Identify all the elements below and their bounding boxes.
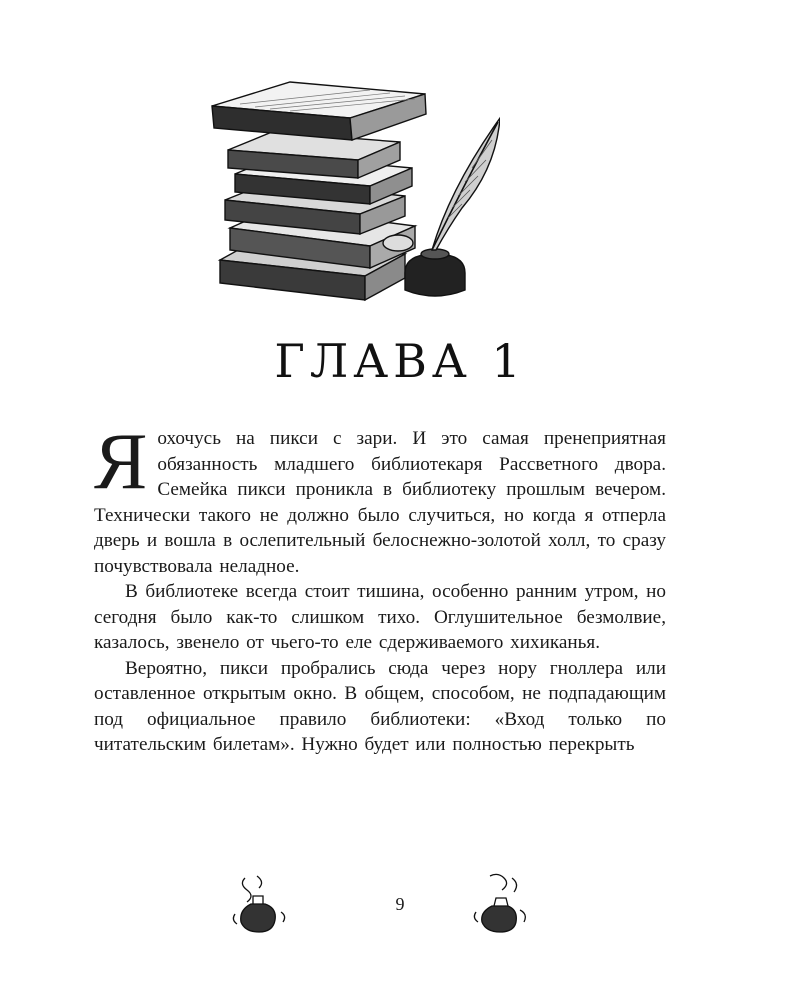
paragraph-1-text: охочусь на пикси с зари. И это самая пренеприятная обязанность младшего библиотекаря Рассветного двора. Семейка пикси проникла в библиотеку прошлым вечером. Технически такого не должно было случиться, но когда я отперла дверь и вошла в ослепительный белоснежно-золотой холл, то сразу почувствовала неладное. (94, 428, 666, 577)
paragraph-1 (94, 418, 666, 579)
potion-ornament-icon (468, 870, 538, 936)
drop-cap: Я (94, 418, 148, 506)
chapter-title: ГЛАВА 1 (274, 334, 526, 388)
page-footer (0, 870, 800, 940)
page-number: 9 (395, 894, 405, 914)
paragraph-3: Вероятно, пикси пробрались сюда через нору гноллера или оставленное открытым окно. В общем, способом, не подпадающим под официальное правило библиотеки: «Вход только по читательским билетам». Нужно будет или полностью перекрыть (94, 657, 666, 755)
paragraph-2: В библиотеке всегда стоит тишина, особенно ранним утром, но сегодня было как-то слишком тихо. Оглушительное безмолвие, казалось, звенело от чьего-то еле сдерживаемого хихиканья. (94, 581, 666, 653)
books-and-quill-illustration (200, 78, 500, 323)
chapter-body (94, 418, 666, 758)
